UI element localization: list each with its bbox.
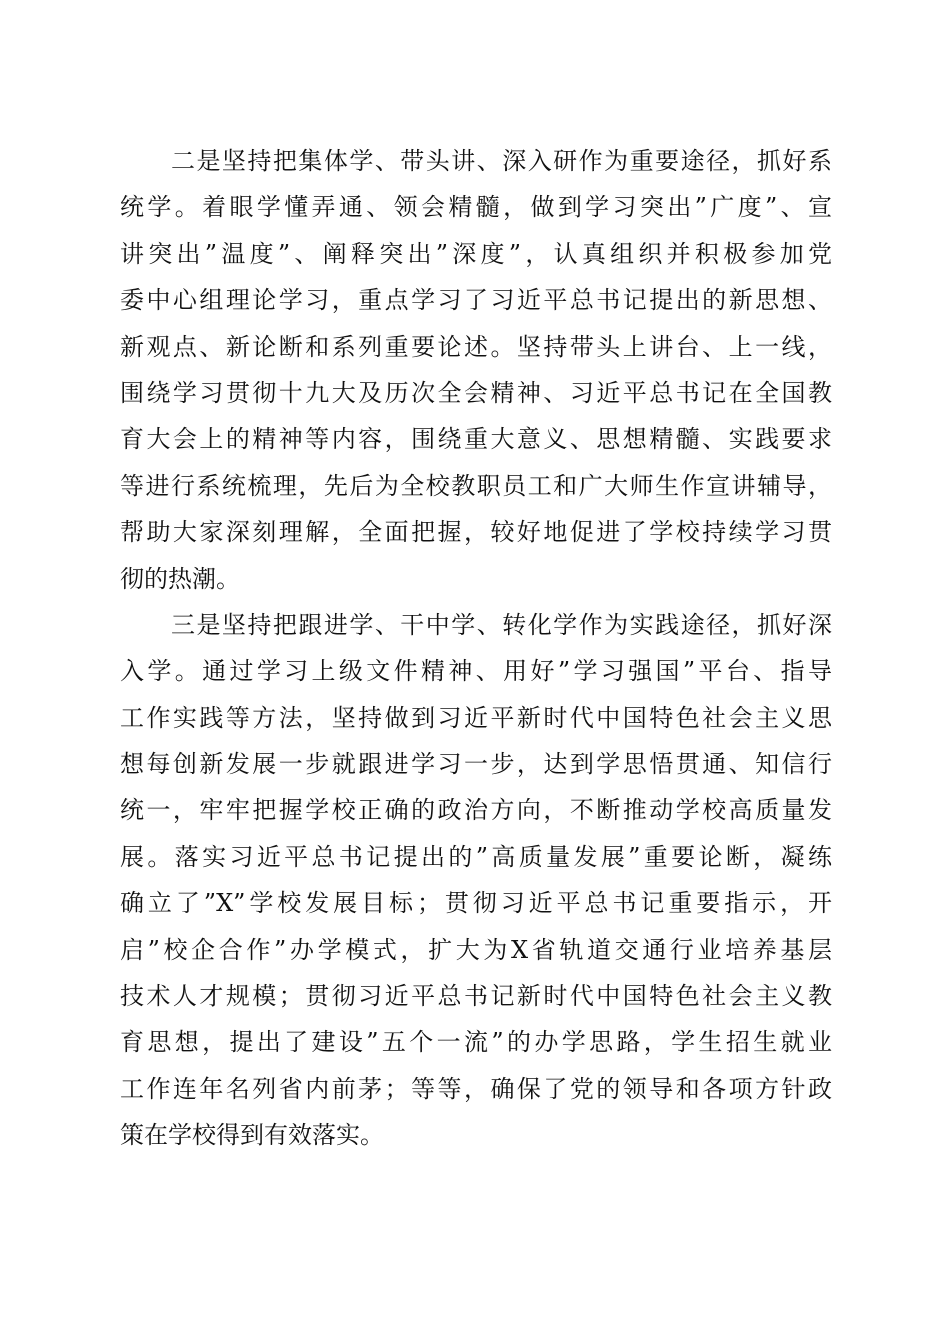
text-line: 统学。着眼学懂弄通、领会精髓，做到学习突出”广度”、宣 [120, 193, 832, 222]
paragraph-1 [120, 138, 832, 602]
text-line: 帮助大家深刻理解，全面把握，较好地促进了学校持续学习贯 [120, 518, 832, 547]
text-line: 工作连年名列省内前茅；等等，确保了党的领导和各项方针政 [120, 1074, 832, 1103]
text-line: 启”校企合作”办学模式，扩大为X省轨道交通行业培养基层 [120, 935, 832, 964]
text-line: 三是坚持把跟进学、干中学、转化学作为实践途径，抓好深 [120, 610, 832, 639]
text-line: 技术人才规模；贯彻习近平总书记新时代中国特色社会主义教 [120, 982, 832, 1011]
text-line: 想每创新发展一步就跟进学习一步，达到学思悟贯通、知信行 [120, 750, 832, 779]
text-line: 入学。通过学习上级文件精神、用好”学习强国”平台、指导 [120, 657, 832, 686]
text-line: 统一，牢牢把握学校正确的政治方向，不断推动学校高质量发 [120, 796, 832, 825]
text-line: 委中心组理论学习，重点学习了习近平总书记提出的新思想、 [120, 286, 832, 315]
text-line: 彻的热潮。 [120, 564, 240, 593]
text-line: 确立了”X”学校发展目标；贯彻习近平总书记重要指示，开 [120, 889, 832, 918]
text-line: 育思想，提出了建设”五个一流”的办学思路，学生招生就业 [120, 1028, 832, 1057]
text-line: 育大会上的精神等内容，围绕重大意义、思想精髓、实践要求 [120, 425, 832, 454]
text-line: 展。落实习近平总书记提出的”高质量发展”重要论断，凝练 [120, 842, 832, 871]
text-line: 工作实践等方法，坚持做到习近平新时代中国特色社会主义思 [120, 703, 832, 732]
text-line: 等进行系统梳理，先后为全校教职员工和广大师生作宣讲辅导， [120, 471, 832, 500]
body-text [120, 138, 832, 1159]
text-line: 策在学校得到有效落实。 [120, 1121, 384, 1150]
paragraph-2 [120, 602, 832, 1159]
text-line: 二是坚持把集体学、带头讲、深入研作为重要途径，抓好系 [120, 147, 832, 175]
text-line: 讲突出”温度”、阐释突出”深度”，认真组织并积极参加党 [120, 239, 832, 268]
text-line: 围绕学习贯彻十九大及历次全会精神、习近平总书记在全国教 [120, 378, 832, 407]
text-line: 新观点、新论断和系列重要论述。坚持带头上讲台、上一线， [120, 332, 832, 361]
